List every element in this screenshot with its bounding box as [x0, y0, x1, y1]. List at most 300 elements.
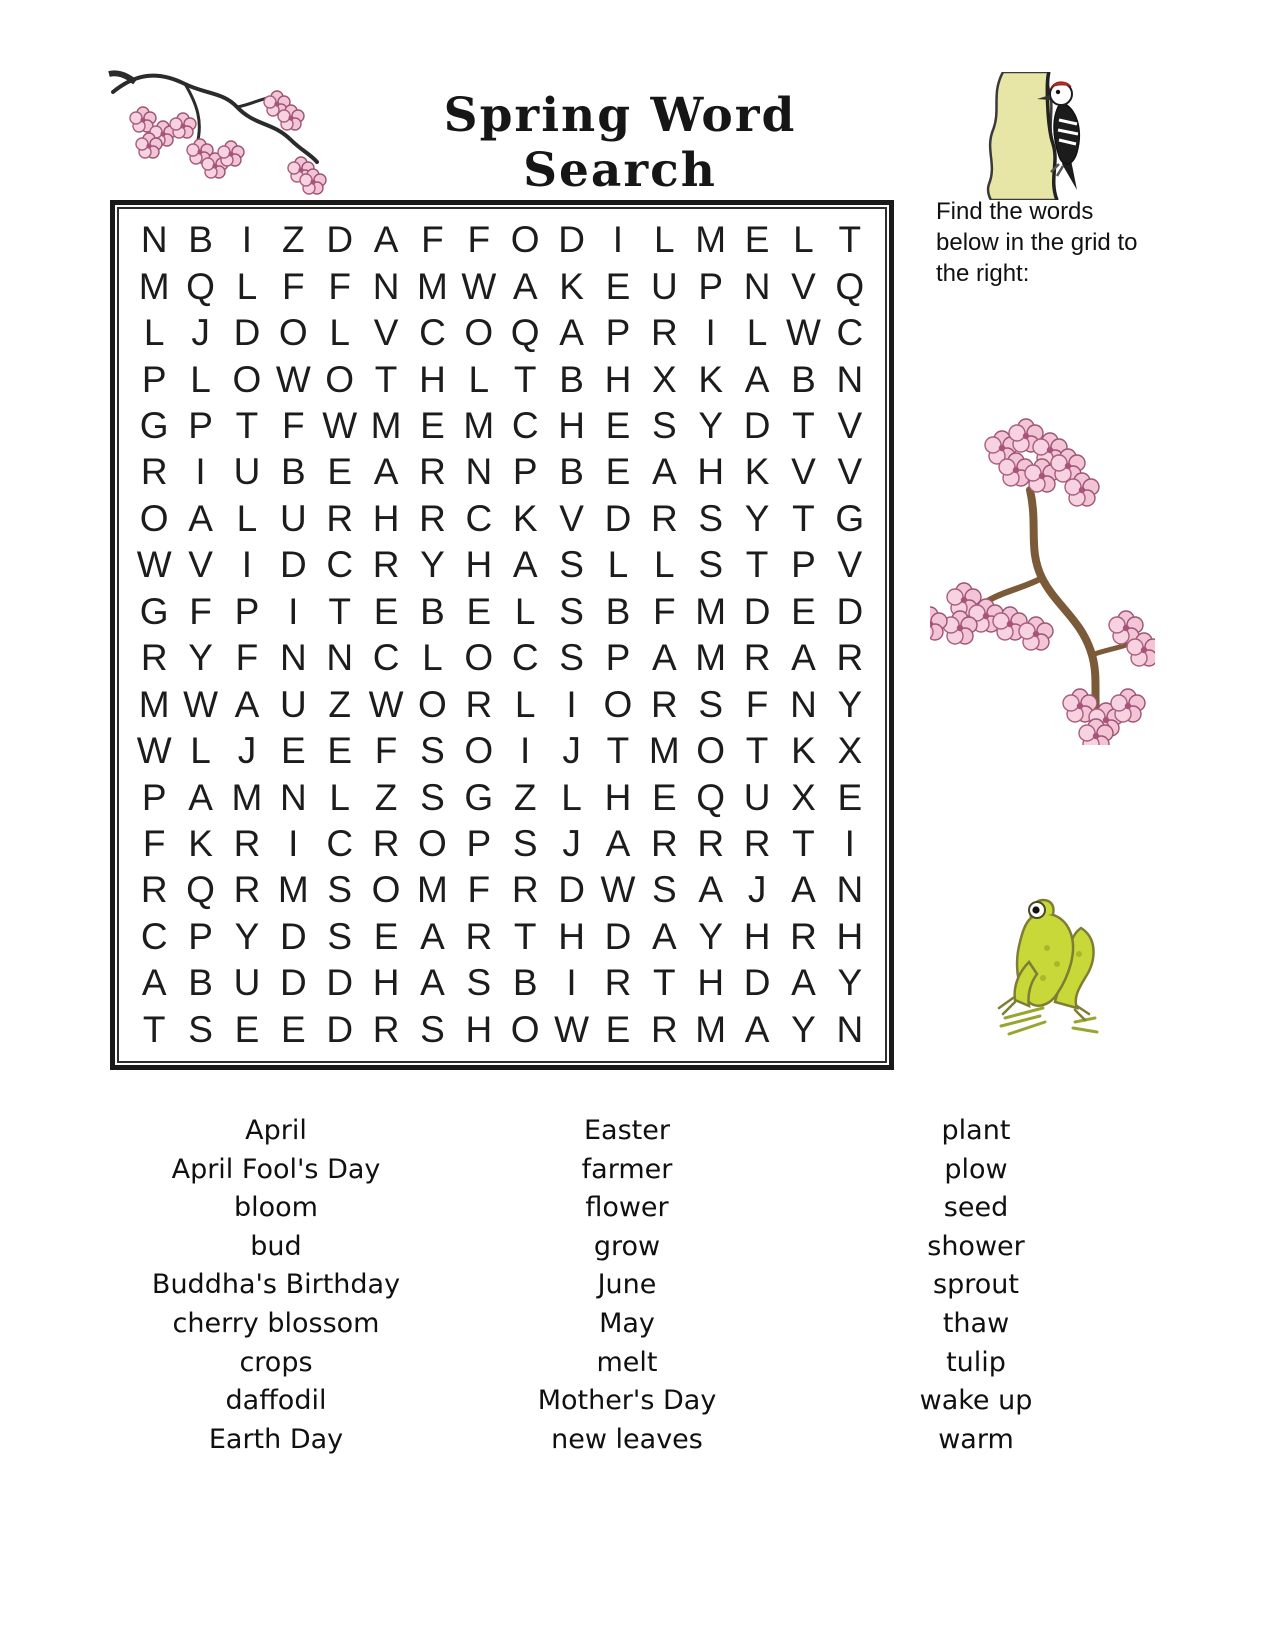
- word-list-item: flower: [585, 1192, 669, 1224]
- grid-cell: C: [511, 637, 539, 679]
- grid-cell: J: [237, 730, 257, 772]
- grid-cell: E: [605, 451, 631, 493]
- grid-cell: P: [698, 265, 724, 307]
- word-list-item: warm: [938, 1423, 1014, 1455]
- grid-cell: T: [235, 404, 259, 446]
- grid-cell: F: [421, 219, 444, 261]
- cherry-blossom-branch-icon: [930, 410, 1155, 745]
- grid-cell: D: [743, 962, 771, 1004]
- grid-cell: Y: [698, 915, 724, 957]
- grid-cell: E: [420, 404, 445, 446]
- grid-cell: L: [654, 544, 675, 586]
- grid-cell: O: [464, 730, 494, 772]
- grid-cell: T: [513, 915, 537, 957]
- grid-cell: V: [837, 404, 863, 446]
- grid-cell: W: [368, 683, 404, 725]
- grid-cell: P: [605, 312, 631, 354]
- grid-cell: Q: [510, 312, 540, 354]
- grid-cell: G: [139, 590, 169, 632]
- grid-cell: L: [329, 312, 350, 354]
- grid-cell: U: [233, 962, 261, 1004]
- grid-cell: I: [288, 590, 299, 632]
- grid-cell: D: [326, 219, 354, 261]
- grid-cell: N: [743, 265, 771, 307]
- grid-cell: N: [836, 358, 864, 400]
- grid-cell: S: [420, 776, 445, 818]
- grid-cell: R: [233, 869, 261, 911]
- grid-cell: A: [188, 497, 213, 539]
- grid-cell: D: [279, 962, 307, 1004]
- grid-cell: X: [651, 358, 677, 400]
- grid-cell: T: [745, 544, 769, 586]
- grid-cell: P: [141, 776, 167, 818]
- grid-cell: H: [558, 915, 585, 957]
- grid-cell: M: [138, 265, 170, 307]
- grid-cell: V: [373, 312, 399, 354]
- grid-cell: O: [278, 312, 308, 354]
- grid-cell: R: [140, 869, 168, 911]
- grid-cell: E: [373, 915, 399, 957]
- grid-cell: A: [188, 776, 213, 818]
- grid-cell: X: [837, 730, 863, 772]
- grid-cell: D: [604, 497, 632, 539]
- grid-cell: M: [417, 869, 448, 911]
- grid-cell: F: [467, 219, 491, 261]
- grid-cell: N: [790, 683, 817, 725]
- grid-cell: S: [512, 822, 538, 864]
- grid-cell: K: [188, 822, 213, 864]
- grid-cell: M: [695, 219, 727, 261]
- grid-cell: T: [606, 730, 630, 772]
- grid-cell: D: [326, 962, 354, 1004]
- grid-cell: Q: [186, 265, 215, 307]
- grid-cell: S: [559, 637, 584, 679]
- word-list-item: shower: [927, 1230, 1025, 1262]
- word-list-item: June: [597, 1269, 657, 1301]
- grid-cell: F: [142, 822, 166, 864]
- grid-cell: I: [520, 730, 531, 772]
- grid-cell: U: [279, 497, 307, 539]
- grid-cell: S: [188, 1008, 213, 1050]
- grid-cell: L: [746, 312, 768, 354]
- grid-cell: O: [510, 1008, 540, 1050]
- grid-cell: T: [653, 962, 676, 1004]
- word-list-item: April Fool's Day: [171, 1153, 381, 1185]
- grid-cell: B: [512, 962, 538, 1004]
- grid-cell: A: [512, 544, 538, 586]
- grid-cell: L: [236, 497, 258, 539]
- grid-cell: L: [514, 683, 536, 725]
- grid-cell: C: [465, 497, 493, 539]
- grid-cell: L: [514, 590, 536, 632]
- grid-cell: P: [188, 404, 213, 446]
- grid-cell: R: [419, 451, 446, 493]
- grid-cell: A: [559, 312, 584, 354]
- instructions-text: Find the words below in the grid to the right:: [936, 198, 1138, 287]
- grid-cell: W: [275, 358, 311, 400]
- grid-cell: O: [464, 637, 494, 679]
- grid-cell: M: [231, 776, 263, 818]
- grid-cell: O: [325, 358, 355, 400]
- grid-cell: D: [836, 590, 864, 632]
- grid-cell: M: [695, 590, 727, 632]
- grid-cell: N: [326, 637, 354, 679]
- grid-cell: T: [838, 219, 862, 261]
- grid-cell: L: [236, 265, 258, 307]
- grid-cell: L: [468, 358, 490, 400]
- grid-cell: W: [461, 265, 497, 307]
- grid-cell: K: [512, 497, 538, 539]
- grid-cell: R: [372, 822, 400, 864]
- grid-cell: V: [837, 544, 863, 586]
- grid-cell: F: [745, 683, 769, 725]
- grid-cell: W: [136, 544, 172, 586]
- grid-cell: R: [419, 497, 446, 539]
- word-list-item: sprout: [933, 1269, 1019, 1301]
- grid-cell: G: [464, 776, 494, 818]
- grid-cell: J: [747, 869, 767, 911]
- word-list-item: seed: [943, 1192, 1009, 1224]
- grid-cell: Z: [374, 776, 398, 818]
- grid-cell: Y: [188, 637, 213, 679]
- grid-cell: C: [511, 404, 539, 446]
- grid-cell: A: [141, 962, 167, 1004]
- grid-cell: A: [698, 869, 724, 911]
- word-search-grid-frame: [110, 200, 894, 1070]
- grid-cell: Q: [696, 776, 726, 818]
- grid-cell: A: [420, 962, 445, 1004]
- grid-cell: L: [561, 776, 582, 818]
- grid-cell: U: [233, 451, 261, 493]
- word-list-item: May: [599, 1307, 655, 1339]
- grid-cell: R: [326, 497, 354, 539]
- grid-cell: C: [326, 544, 354, 586]
- grid-cell: A: [791, 637, 816, 679]
- grid-cell: N: [836, 869, 864, 911]
- grid-cell: L: [190, 730, 211, 772]
- grid-cell: I: [705, 312, 716, 354]
- grid-cell: H: [697, 962, 725, 1004]
- grid-cell: E: [605, 265, 631, 307]
- grid-cell: T: [513, 358, 537, 400]
- grid-cell: Z: [282, 219, 305, 261]
- grid-cell: S: [698, 544, 724, 586]
- grid-cell: F: [653, 590, 676, 632]
- grid-cell: T: [374, 358, 398, 400]
- grid-cell: M: [370, 404, 402, 446]
- grid-cell: W: [183, 683, 219, 725]
- grid-cell: A: [791, 962, 816, 1004]
- grid-cell: R: [697, 822, 725, 864]
- grid-cell: R: [650, 1008, 678, 1050]
- word-list-item: bloom: [234, 1192, 318, 1224]
- grid-cell: T: [792, 497, 815, 539]
- grid-cell: O: [464, 312, 494, 354]
- grid-cell: R: [604, 962, 632, 1004]
- grid-cell: R: [650, 683, 678, 725]
- word-list-item: Buddha's Birthday: [151, 1269, 401, 1301]
- word-list-column-1: [96, 1112, 456, 1459]
- grid-cell: P: [234, 590, 260, 632]
- grid-cell: I: [288, 822, 299, 864]
- grid-cell: S: [559, 590, 584, 632]
- grid-cell: L: [143, 312, 165, 354]
- grid-cell: O: [418, 822, 447, 864]
- grid-cell: M: [463, 404, 495, 446]
- grid-cell: M: [277, 869, 309, 911]
- grid-cell: S: [559, 544, 584, 586]
- grid-cell: D: [558, 219, 585, 261]
- grid-cell: D: [233, 312, 261, 354]
- grid-cell: E: [234, 1008, 260, 1050]
- grid-cell: P: [512, 451, 538, 493]
- grid-cell: S: [651, 404, 677, 446]
- grid-cell: B: [559, 451, 584, 493]
- grid-cell: A: [791, 869, 816, 911]
- grid-cell: F: [282, 404, 305, 446]
- grid-cell: W: [600, 869, 636, 911]
- grid-cell: K: [698, 358, 724, 400]
- grid-cell: W: [554, 1008, 590, 1050]
- word-list-item: crops: [239, 1346, 313, 1378]
- grid-cell: W: [136, 730, 172, 772]
- grid-cell: T: [142, 1008, 166, 1050]
- grid-cell: J: [191, 312, 210, 354]
- grid-cell: F: [282, 265, 305, 307]
- grid-cell: E: [651, 776, 677, 818]
- grid-cell: H: [558, 404, 585, 446]
- grid-cell: E: [605, 404, 631, 446]
- grid-cell: M: [417, 265, 448, 307]
- word-list-item: Earth Day: [208, 1423, 344, 1455]
- grid-cell: H: [372, 962, 400, 1004]
- grid-cell: R: [372, 544, 400, 586]
- grid-cell: R: [650, 312, 678, 354]
- word-list-column-2: [447, 1112, 807, 1459]
- grid-cell: O: [510, 219, 540, 261]
- grid-cell: B: [188, 219, 213, 261]
- grid-cell: B: [280, 451, 306, 493]
- grid-cell: B: [605, 590, 631, 632]
- grid-cell: W: [785, 312, 821, 354]
- grid-cell: Z: [513, 776, 537, 818]
- grid-cell: R: [233, 822, 261, 864]
- grid-cell: R: [140, 451, 168, 493]
- grid-cell: B: [559, 358, 584, 400]
- grid-cell: R: [836, 637, 864, 679]
- grid-cell: S: [327, 915, 353, 957]
- grid-cell: Y: [837, 683, 863, 725]
- grid-cell: S: [466, 962, 492, 1004]
- grid-cell: Z: [328, 683, 351, 725]
- grid-cell: F: [328, 265, 351, 307]
- grid-cell: V: [559, 497, 584, 539]
- grid-cell: H: [604, 776, 632, 818]
- grid-cell: I: [241, 219, 253, 261]
- page-title: Spring Word Search: [443, 88, 797, 198]
- grid-cell: L: [422, 637, 443, 679]
- grid-cell: O: [418, 683, 447, 725]
- grid-cell: V: [791, 451, 816, 493]
- grid-cell: V: [791, 265, 816, 307]
- grid-cell: D: [604, 915, 632, 957]
- grid-cell: K: [744, 451, 770, 493]
- grid-cell: D: [326, 1008, 354, 1050]
- grid-cell: T: [745, 730, 769, 772]
- grid-cell: M: [695, 1008, 727, 1050]
- grid-cell: H: [372, 497, 400, 539]
- grid-cell: I: [612, 219, 624, 261]
- grid-cell: R: [650, 497, 678, 539]
- frog-icon: [985, 890, 1115, 1040]
- grid-cell: Q: [835, 265, 865, 307]
- grid-cell: D: [279, 915, 307, 957]
- grid-cell: P: [605, 637, 631, 679]
- word-list-item: farmer: [581, 1153, 673, 1185]
- grid-cell: D: [279, 544, 307, 586]
- grid-cell: L: [190, 358, 211, 400]
- grid-cell: O: [371, 869, 401, 911]
- word-list-item: thaw: [942, 1307, 1010, 1339]
- grid-cell: E: [327, 451, 353, 493]
- grid-cell: X: [791, 776, 816, 818]
- grid-cell: L: [607, 544, 629, 586]
- grid-cell: C: [419, 312, 446, 354]
- grid-cell: A: [605, 822, 631, 864]
- grid-cell: J: [562, 822, 581, 864]
- grid-cell: E: [280, 730, 306, 772]
- grid-cell: Y: [698, 404, 724, 446]
- grid-cell: I: [566, 962, 577, 1004]
- grid-cell: Y: [791, 1008, 816, 1050]
- grid-cell: F: [235, 637, 259, 679]
- grid-cell: Q: [186, 869, 215, 911]
- grid-cell: K: [791, 730, 816, 772]
- grid-cell: A: [744, 1008, 770, 1050]
- grid-cell: T: [328, 590, 351, 632]
- grid-cell: A: [651, 451, 677, 493]
- grid-cell: A: [373, 451, 399, 493]
- woodpecker-icon: [965, 72, 1115, 200]
- grid-cell: O: [603, 683, 633, 725]
- grid-cell: O: [696, 730, 726, 772]
- grid-cell: O: [139, 497, 169, 539]
- grid-cell: N: [279, 776, 307, 818]
- grid-cell: I: [195, 451, 206, 493]
- word-list-item: Easter: [584, 1115, 670, 1146]
- grid-cell: H: [604, 358, 632, 400]
- grid-cell: G: [835, 497, 865, 539]
- grid-cell: E: [791, 590, 816, 632]
- grid-cell: N: [140, 219, 168, 261]
- grid-cell: M: [695, 637, 727, 679]
- grid-cell: E: [466, 590, 492, 632]
- grid-cell: T: [792, 822, 815, 864]
- grid-cell: V: [188, 544, 213, 586]
- grid-cell: B: [420, 590, 445, 632]
- grid-cell: S: [698, 497, 724, 539]
- grid-cell: N: [279, 637, 307, 679]
- grid-cell: B: [188, 962, 213, 1004]
- grid-cell: H: [836, 915, 864, 957]
- grid-cell: Y: [234, 915, 260, 957]
- word-list-item: bud: [250, 1230, 302, 1262]
- grid-cell: A: [651, 637, 677, 679]
- grid-cell: P: [466, 822, 492, 864]
- grid-cell: N: [836, 1008, 864, 1050]
- grid-cell: F: [374, 730, 398, 772]
- grid-cell: S: [420, 1008, 445, 1050]
- word-list-column-3: [796, 1112, 1156, 1459]
- grid-cell: A: [420, 915, 445, 957]
- grid-cell: H: [743, 915, 771, 957]
- grid-cell: S: [420, 730, 445, 772]
- grid-cell: F: [189, 590, 212, 632]
- grid-cell: Y: [744, 497, 770, 539]
- grid-cell: K: [559, 265, 584, 307]
- grid-cell: H: [419, 358, 446, 400]
- grid-cell: P: [141, 358, 167, 400]
- grid-cell: C: [836, 312, 864, 354]
- grid-cell: L: [793, 219, 814, 261]
- grid-cell: A: [744, 358, 770, 400]
- word-list-item: melt: [596, 1346, 658, 1378]
- cherry-blossom-branch-icon: [105, 62, 335, 197]
- grid-cell: Y: [420, 544, 445, 586]
- grid-cell: R: [743, 637, 771, 679]
- word-list-item: plow: [944, 1153, 1008, 1185]
- grid-cell: M: [648, 730, 680, 772]
- grid-cell: R: [465, 683, 493, 725]
- word-grid: [117, 207, 887, 1063]
- grid-cell: D: [743, 404, 771, 446]
- grid-cell: R: [743, 822, 771, 864]
- word-list-item: cherry blossom: [172, 1307, 380, 1339]
- grid-cell: U: [279, 683, 307, 725]
- word-list-item: April: [245, 1115, 307, 1146]
- grid-cell: E: [837, 776, 863, 818]
- word-list-item: daffodil: [225, 1385, 327, 1417]
- grid-cell: I: [241, 544, 253, 586]
- grid-cell: E: [280, 1008, 306, 1050]
- grid-cell: I: [566, 683, 577, 725]
- grid-cell: U: [743, 776, 771, 818]
- grid-cell: A: [373, 219, 399, 261]
- grid-cell: R: [511, 869, 539, 911]
- grid-cell: S: [651, 869, 677, 911]
- word-list-item: tulip: [946, 1346, 1006, 1378]
- grid-cell: V: [837, 451, 863, 493]
- word-list-item: Mother's Day: [537, 1385, 717, 1417]
- grid-cell: F: [467, 869, 491, 911]
- grid-cell: R: [650, 822, 678, 864]
- grid-cell: Y: [837, 962, 863, 1004]
- grid-cell: S: [327, 869, 353, 911]
- grid-cell: H: [697, 451, 725, 493]
- grid-cell: R: [465, 915, 493, 957]
- grid-cell: G: [139, 404, 169, 446]
- grid-cell: R: [790, 915, 817, 957]
- grid-cell: C: [140, 915, 168, 957]
- grid-cell: R: [140, 637, 168, 679]
- grid-cell: M: [138, 683, 170, 725]
- grid-cell: R: [372, 1008, 400, 1050]
- grid-cell: H: [465, 544, 493, 586]
- grid-cell: P: [791, 544, 816, 586]
- grid-cell: W: [322, 404, 358, 446]
- word-list-item: grow: [593, 1230, 661, 1262]
- grid-cell: T: [792, 404, 815, 446]
